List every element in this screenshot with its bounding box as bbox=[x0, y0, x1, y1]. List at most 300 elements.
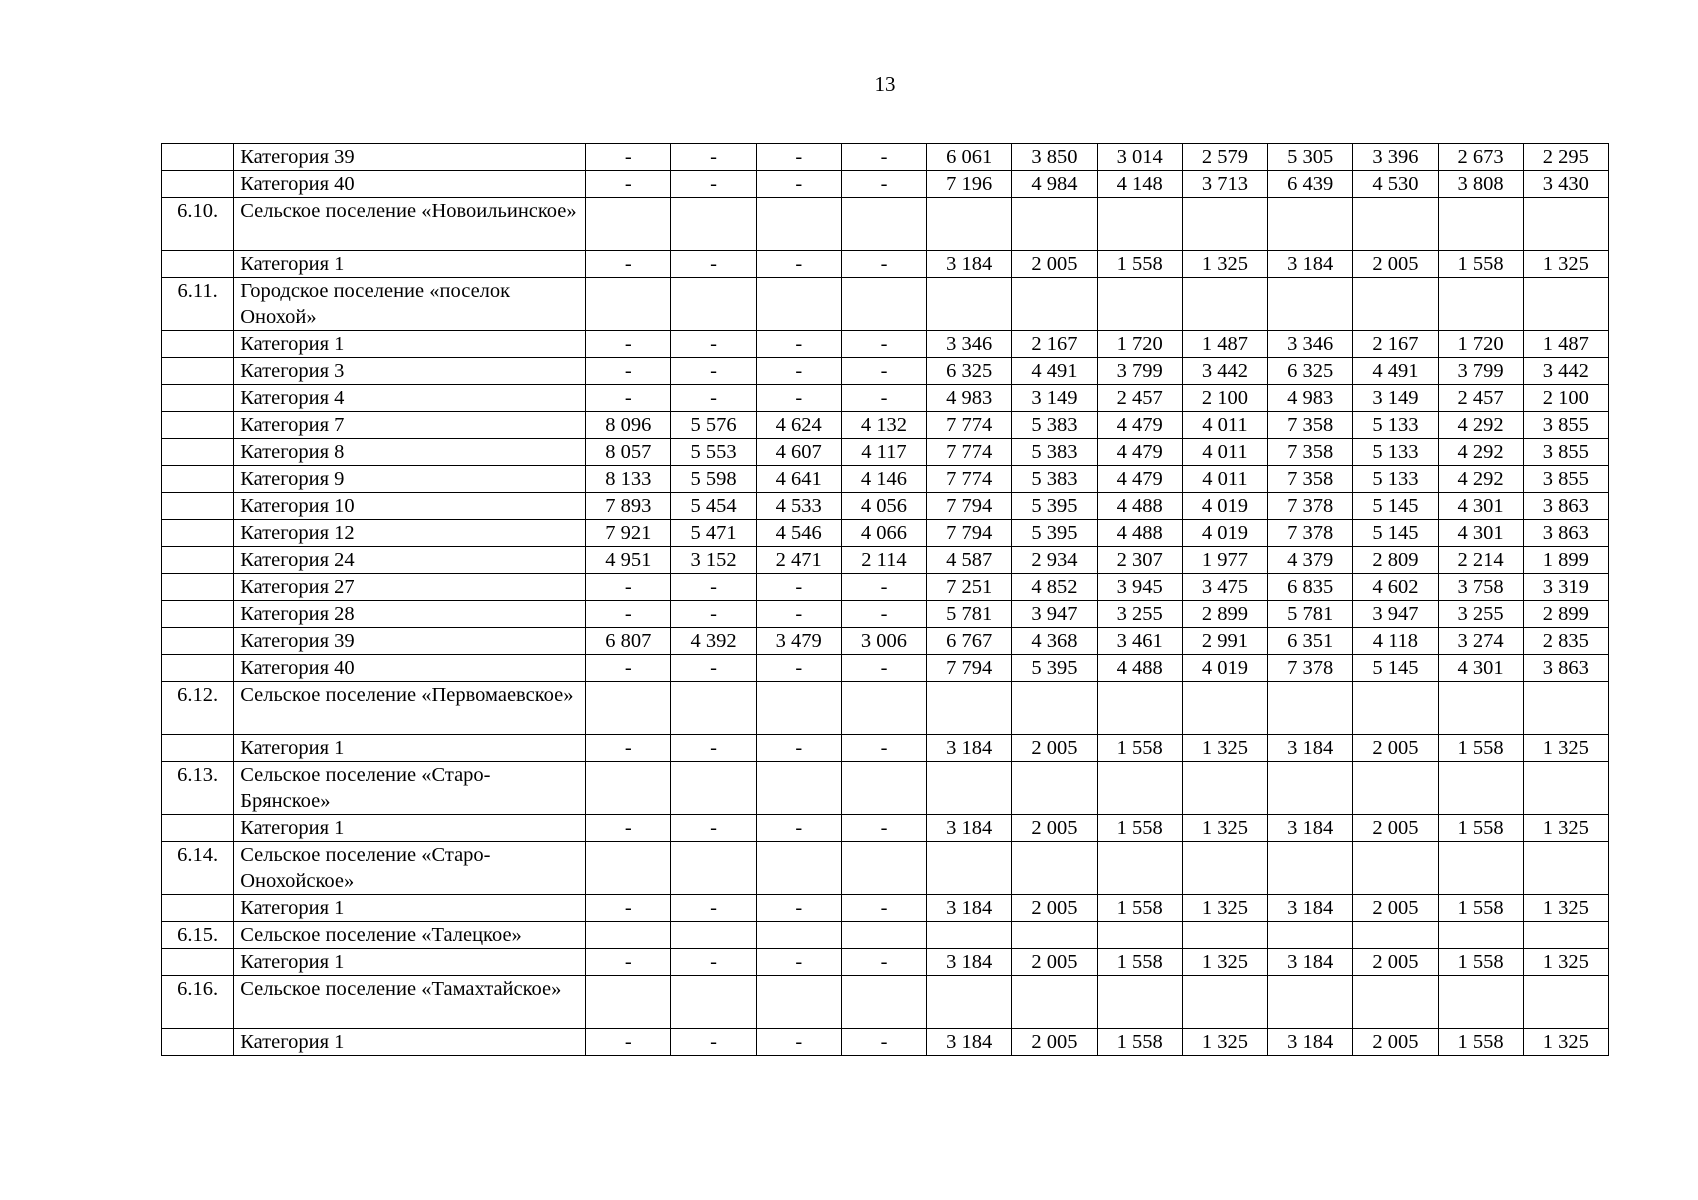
value-cell: 3 152 bbox=[671, 547, 756, 574]
value-cell: 2 005 bbox=[1353, 735, 1438, 762]
value-cell bbox=[927, 682, 1012, 735]
value-cell bbox=[1438, 842, 1523, 895]
value-cell: - bbox=[671, 385, 756, 412]
value-cell bbox=[1523, 762, 1608, 815]
table-row bbox=[162, 466, 1609, 493]
category-name-cell: Категория 39 bbox=[234, 144, 586, 171]
value-cell: - bbox=[586, 574, 671, 601]
value-cell: 7 378 bbox=[1268, 493, 1353, 520]
value-cell: 4 066 bbox=[841, 520, 926, 547]
value-cell bbox=[1097, 922, 1182, 949]
row-code-cell bbox=[162, 655, 234, 682]
category-name-cell: Категория 1 bbox=[234, 735, 586, 762]
value-cell: 3 184 bbox=[1268, 949, 1353, 976]
value-cell bbox=[1523, 278, 1608, 331]
row-code-cell bbox=[162, 815, 234, 842]
value-cell bbox=[1268, 976, 1353, 1029]
value-cell: 5 383 bbox=[1012, 466, 1097, 493]
value-cell: 3 850 bbox=[1012, 144, 1097, 171]
value-cell: 4 301 bbox=[1438, 493, 1523, 520]
value-cell: 5 133 bbox=[1353, 439, 1438, 466]
value-cell: 2 167 bbox=[1353, 331, 1438, 358]
value-cell: 1 558 bbox=[1097, 895, 1182, 922]
value-cell: 3 863 bbox=[1523, 493, 1608, 520]
value-cell: 7 774 bbox=[927, 439, 1012, 466]
value-cell: 2 005 bbox=[1353, 895, 1438, 922]
value-cell: 1 325 bbox=[1523, 815, 1608, 842]
value-cell: 1 325 bbox=[1523, 949, 1608, 976]
settlement-name-cell: Сельское поселение «Старо-Онохойское» bbox=[234, 842, 586, 895]
value-cell: 4 379 bbox=[1268, 547, 1353, 574]
value-cell: 3 808 bbox=[1438, 171, 1523, 198]
value-cell: 2 005 bbox=[1012, 735, 1097, 762]
value-cell: 7 378 bbox=[1268, 655, 1353, 682]
value-cell: 5 781 bbox=[927, 601, 1012, 628]
table-row bbox=[162, 171, 1609, 198]
value-cell: 2 457 bbox=[1438, 385, 1523, 412]
value-cell: - bbox=[841, 815, 926, 842]
value-cell: 5 133 bbox=[1353, 466, 1438, 493]
value-cell: - bbox=[671, 655, 756, 682]
category-name-cell: Категория 9 bbox=[234, 466, 586, 493]
value-cell: 4 292 bbox=[1438, 466, 1523, 493]
value-cell: - bbox=[586, 1029, 671, 1056]
value-cell: 1 558 bbox=[1097, 1029, 1182, 1056]
value-cell: 4 587 bbox=[927, 547, 1012, 574]
value-cell: 2 673 bbox=[1438, 144, 1523, 171]
value-cell: 1 977 bbox=[1182, 547, 1267, 574]
value-cell: 2 005 bbox=[1012, 1029, 1097, 1056]
value-cell: - bbox=[586, 949, 671, 976]
value-cell: 1 558 bbox=[1438, 815, 1523, 842]
value-cell: 4 624 bbox=[756, 412, 841, 439]
value-cell: - bbox=[756, 171, 841, 198]
value-cell: 2 214 bbox=[1438, 547, 1523, 574]
value-cell: 2 100 bbox=[1182, 385, 1267, 412]
section-row bbox=[162, 922, 1609, 949]
value-cell: 4 292 bbox=[1438, 439, 1523, 466]
value-cell: 4 488 bbox=[1097, 655, 1182, 682]
value-cell bbox=[671, 198, 756, 251]
row-code-cell bbox=[162, 171, 234, 198]
value-cell bbox=[756, 976, 841, 1029]
value-cell: - bbox=[841, 331, 926, 358]
value-cell: 5 395 bbox=[1012, 493, 1097, 520]
value-cell bbox=[1523, 922, 1608, 949]
value-cell bbox=[1012, 762, 1097, 815]
value-cell: 5 383 bbox=[1012, 439, 1097, 466]
value-cell: 1 558 bbox=[1438, 895, 1523, 922]
value-cell: - bbox=[671, 574, 756, 601]
value-cell bbox=[586, 198, 671, 251]
category-name-cell: Категория 40 bbox=[234, 655, 586, 682]
row-code-cell bbox=[162, 735, 234, 762]
value-cell bbox=[671, 976, 756, 1029]
value-cell: 1 558 bbox=[1097, 949, 1182, 976]
value-cell bbox=[586, 842, 671, 895]
value-cell: 5 383 bbox=[1012, 412, 1097, 439]
value-cell: 5 145 bbox=[1353, 655, 1438, 682]
table-row bbox=[162, 628, 1609, 655]
row-code-cell bbox=[162, 144, 234, 171]
value-cell bbox=[1182, 976, 1267, 1029]
value-cell: 3 396 bbox=[1353, 144, 1438, 171]
value-cell bbox=[671, 922, 756, 949]
row-code-cell: 6.16. bbox=[162, 976, 234, 1029]
row-code-cell bbox=[162, 466, 234, 493]
value-cell: 1 558 bbox=[1438, 1029, 1523, 1056]
value-cell: - bbox=[756, 949, 841, 976]
value-cell bbox=[756, 682, 841, 735]
value-cell bbox=[841, 762, 926, 815]
value-cell bbox=[927, 278, 1012, 331]
table-row bbox=[162, 331, 1609, 358]
value-cell: 8 096 bbox=[586, 412, 671, 439]
table-row bbox=[162, 547, 1609, 574]
value-cell: 4 368 bbox=[1012, 628, 1097, 655]
value-cell: - bbox=[841, 385, 926, 412]
value-cell bbox=[927, 976, 1012, 1029]
value-cell: 1 325 bbox=[1182, 735, 1267, 762]
value-cell: 3 863 bbox=[1523, 655, 1608, 682]
value-cell: 3 475 bbox=[1182, 574, 1267, 601]
category-name-cell: Категория 1 bbox=[234, 331, 586, 358]
value-cell: 4 132 bbox=[841, 412, 926, 439]
value-cell: - bbox=[586, 331, 671, 358]
value-cell: 2 471 bbox=[756, 547, 841, 574]
value-cell: - bbox=[586, 251, 671, 278]
value-cell bbox=[1523, 842, 1608, 895]
value-cell: - bbox=[841, 171, 926, 198]
value-cell: 4 983 bbox=[1268, 385, 1353, 412]
value-cell bbox=[586, 922, 671, 949]
value-cell: - bbox=[841, 655, 926, 682]
value-cell: - bbox=[586, 601, 671, 628]
value-cell bbox=[1182, 842, 1267, 895]
value-cell: 2 005 bbox=[1012, 895, 1097, 922]
row-code-cell bbox=[162, 331, 234, 358]
value-cell: - bbox=[671, 331, 756, 358]
settlement-name-cell: Сельское поселение «Новоильинское» bbox=[234, 198, 586, 251]
value-cell: 3 346 bbox=[927, 331, 1012, 358]
value-cell bbox=[841, 682, 926, 735]
value-cell: 4 019 bbox=[1182, 520, 1267, 547]
value-cell: 6 351 bbox=[1268, 628, 1353, 655]
row-code-cell bbox=[162, 385, 234, 412]
value-cell: 3 319 bbox=[1523, 574, 1608, 601]
value-cell bbox=[756, 922, 841, 949]
value-cell bbox=[841, 976, 926, 1029]
category-name-cell: Категория 40 bbox=[234, 171, 586, 198]
value-cell: 5 133 bbox=[1353, 412, 1438, 439]
value-cell: 8 133 bbox=[586, 466, 671, 493]
value-cell bbox=[1097, 198, 1182, 251]
table-row bbox=[162, 815, 1609, 842]
value-cell: - bbox=[671, 358, 756, 385]
value-cell: - bbox=[671, 735, 756, 762]
settlement-name-cell: Сельское поселение «Тамахтайское» bbox=[234, 976, 586, 1029]
value-cell: 4 951 bbox=[586, 547, 671, 574]
value-cell bbox=[1268, 762, 1353, 815]
value-cell bbox=[586, 762, 671, 815]
value-cell bbox=[1182, 762, 1267, 815]
row-code-cell bbox=[162, 574, 234, 601]
value-cell bbox=[671, 762, 756, 815]
value-cell: 3 184 bbox=[1268, 1029, 1353, 1056]
value-cell: 6 767 bbox=[927, 628, 1012, 655]
value-cell: 5 553 bbox=[671, 439, 756, 466]
value-cell: 1 325 bbox=[1523, 251, 1608, 278]
value-cell bbox=[756, 842, 841, 895]
value-cell: 2 005 bbox=[1353, 815, 1438, 842]
value-cell: - bbox=[841, 358, 926, 385]
value-cell bbox=[1353, 976, 1438, 1029]
table-row bbox=[162, 412, 1609, 439]
category-name-cell: Категория 1 bbox=[234, 949, 586, 976]
category-name-cell: Категория 24 bbox=[234, 547, 586, 574]
value-cell: 3 149 bbox=[1012, 385, 1097, 412]
value-cell: 2 991 bbox=[1182, 628, 1267, 655]
value-cell: 3 713 bbox=[1182, 171, 1267, 198]
value-cell: 3 184 bbox=[927, 251, 1012, 278]
value-cell: - bbox=[841, 895, 926, 922]
table-row bbox=[162, 601, 1609, 628]
settlement-name-cell: Сельское поселение «Талецкое» bbox=[234, 922, 586, 949]
value-cell: 1 899 bbox=[1523, 547, 1608, 574]
value-cell: - bbox=[756, 385, 841, 412]
category-name-cell: Категория 1 bbox=[234, 895, 586, 922]
value-cell bbox=[671, 842, 756, 895]
value-cell: 2 295 bbox=[1523, 144, 1608, 171]
category-name-cell: Категория 3 bbox=[234, 358, 586, 385]
value-cell: 1 558 bbox=[1097, 815, 1182, 842]
value-cell: 1 487 bbox=[1523, 331, 1608, 358]
row-code-cell bbox=[162, 547, 234, 574]
category-name-cell: Категория 4 bbox=[234, 385, 586, 412]
value-cell: 1 720 bbox=[1097, 331, 1182, 358]
value-cell bbox=[1268, 278, 1353, 331]
value-cell: 5 145 bbox=[1353, 493, 1438, 520]
value-cell bbox=[1523, 976, 1608, 1029]
value-cell: 5 781 bbox=[1268, 601, 1353, 628]
value-cell: 4 148 bbox=[1097, 171, 1182, 198]
value-cell: - bbox=[671, 144, 756, 171]
value-cell: 6 807 bbox=[586, 628, 671, 655]
value-cell: 1 487 bbox=[1182, 331, 1267, 358]
value-cell: 5 395 bbox=[1012, 655, 1097, 682]
value-cell: 1 558 bbox=[1438, 735, 1523, 762]
value-cell: - bbox=[586, 385, 671, 412]
value-cell: 3 442 bbox=[1523, 358, 1608, 385]
value-cell: 2 100 bbox=[1523, 385, 1608, 412]
value-cell bbox=[586, 976, 671, 1029]
value-cell bbox=[1353, 278, 1438, 331]
value-cell: 1 325 bbox=[1523, 735, 1608, 762]
value-cell: 7 358 bbox=[1268, 466, 1353, 493]
value-cell: 2 005 bbox=[1353, 1029, 1438, 1056]
value-cell bbox=[1097, 762, 1182, 815]
value-cell bbox=[1097, 278, 1182, 331]
row-code-cell bbox=[162, 1029, 234, 1056]
value-cell bbox=[1012, 842, 1097, 895]
value-cell bbox=[1353, 682, 1438, 735]
value-cell: 1 325 bbox=[1523, 1029, 1608, 1056]
value-cell: 7 794 bbox=[927, 493, 1012, 520]
value-cell: - bbox=[586, 815, 671, 842]
value-cell: 6 835 bbox=[1268, 574, 1353, 601]
value-cell bbox=[1268, 842, 1353, 895]
value-cell: 4 491 bbox=[1012, 358, 1097, 385]
value-cell: 4 011 bbox=[1182, 412, 1267, 439]
value-cell: 3 255 bbox=[1097, 601, 1182, 628]
settlement-name-cell: Сельское поселение «Первомаевское» bbox=[234, 682, 586, 735]
value-cell: - bbox=[756, 1029, 841, 1056]
value-cell: 7 774 bbox=[927, 466, 1012, 493]
value-cell: 7 251 bbox=[927, 574, 1012, 601]
table-row bbox=[162, 439, 1609, 466]
value-cell: 3 184 bbox=[927, 815, 1012, 842]
value-cell: 1 558 bbox=[1438, 949, 1523, 976]
value-cell bbox=[1182, 922, 1267, 949]
value-cell: 6 325 bbox=[1268, 358, 1353, 385]
value-cell: 4 019 bbox=[1182, 493, 1267, 520]
value-cell bbox=[841, 842, 926, 895]
value-cell: 7 358 bbox=[1268, 412, 1353, 439]
row-code-cell: 6.11. bbox=[162, 278, 234, 331]
value-cell: 3 184 bbox=[1268, 815, 1353, 842]
row-code-cell bbox=[162, 251, 234, 278]
value-cell: 7 358 bbox=[1268, 439, 1353, 466]
value-cell bbox=[1012, 922, 1097, 949]
value-cell: 4 479 bbox=[1097, 412, 1182, 439]
value-cell: 1 325 bbox=[1182, 815, 1267, 842]
value-cell bbox=[1438, 762, 1523, 815]
tariff-table bbox=[161, 143, 1609, 1056]
category-name-cell: Категория 28 bbox=[234, 601, 586, 628]
value-cell: 3 184 bbox=[927, 895, 1012, 922]
value-cell: 2 899 bbox=[1182, 601, 1267, 628]
value-cell: 3 184 bbox=[1268, 735, 1353, 762]
value-cell bbox=[927, 198, 1012, 251]
value-cell: 1 325 bbox=[1182, 1029, 1267, 1056]
value-cell: 4 479 bbox=[1097, 466, 1182, 493]
value-cell: 2 005 bbox=[1353, 949, 1438, 976]
value-cell: - bbox=[841, 735, 926, 762]
value-cell: 3 430 bbox=[1523, 171, 1608, 198]
value-cell: 3 184 bbox=[927, 949, 1012, 976]
section-row bbox=[162, 198, 1609, 251]
section-row bbox=[162, 976, 1609, 1029]
value-cell bbox=[1523, 682, 1608, 735]
category-name-cell: Категория 10 bbox=[234, 493, 586, 520]
value-cell: 7 774 bbox=[927, 412, 1012, 439]
value-cell: 3 947 bbox=[1012, 601, 1097, 628]
value-cell: 3 184 bbox=[927, 735, 1012, 762]
category-name-cell: Категория 8 bbox=[234, 439, 586, 466]
category-name-cell: Категория 12 bbox=[234, 520, 586, 547]
value-cell bbox=[1438, 922, 1523, 949]
value-cell bbox=[671, 278, 756, 331]
value-cell: 3 461 bbox=[1097, 628, 1182, 655]
value-cell: 4 533 bbox=[756, 493, 841, 520]
value-cell: 4 488 bbox=[1097, 493, 1182, 520]
value-cell bbox=[1438, 976, 1523, 1029]
table-body bbox=[162, 144, 1609, 1056]
value-cell: 3 758 bbox=[1438, 574, 1523, 601]
value-cell: - bbox=[756, 358, 841, 385]
value-cell: 4 019 bbox=[1182, 655, 1267, 682]
value-cell: 6 061 bbox=[927, 144, 1012, 171]
value-cell: 3 149 bbox=[1353, 385, 1438, 412]
value-cell: - bbox=[671, 601, 756, 628]
value-cell bbox=[1012, 682, 1097, 735]
row-code-cell bbox=[162, 358, 234, 385]
value-cell bbox=[927, 922, 1012, 949]
value-cell: 2 005 bbox=[1012, 949, 1097, 976]
value-cell: - bbox=[586, 358, 671, 385]
value-cell: - bbox=[841, 601, 926, 628]
value-cell bbox=[1182, 278, 1267, 331]
value-cell: - bbox=[756, 251, 841, 278]
category-name-cell: Категория 1 bbox=[234, 1029, 586, 1056]
value-cell bbox=[1438, 278, 1523, 331]
value-cell: - bbox=[756, 895, 841, 922]
value-cell: 3 255 bbox=[1438, 601, 1523, 628]
value-cell bbox=[1097, 842, 1182, 895]
value-cell: 1 325 bbox=[1182, 251, 1267, 278]
value-cell: 4 607 bbox=[756, 439, 841, 466]
table-row bbox=[162, 144, 1609, 171]
value-cell: 2 457 bbox=[1097, 385, 1182, 412]
value-cell bbox=[1012, 976, 1097, 1029]
value-cell bbox=[756, 198, 841, 251]
value-cell: 2 809 bbox=[1353, 547, 1438, 574]
value-cell: 5 598 bbox=[671, 466, 756, 493]
value-cell: 4 530 bbox=[1353, 171, 1438, 198]
value-cell: - bbox=[756, 144, 841, 171]
category-name-cell: Категория 7 bbox=[234, 412, 586, 439]
value-cell bbox=[1353, 842, 1438, 895]
table-row bbox=[162, 251, 1609, 278]
value-cell: 4 983 bbox=[927, 385, 1012, 412]
value-cell bbox=[841, 922, 926, 949]
value-cell: 4 301 bbox=[1438, 655, 1523, 682]
row-code-cell: 6.15. bbox=[162, 922, 234, 949]
value-cell: 3 274 bbox=[1438, 628, 1523, 655]
value-cell: 4 011 bbox=[1182, 439, 1267, 466]
value-cell: 3 799 bbox=[1097, 358, 1182, 385]
table-row bbox=[162, 520, 1609, 547]
settlement-name-cell: Городское поселение «поселок Онохой» bbox=[234, 278, 586, 331]
value-cell: - bbox=[586, 655, 671, 682]
value-cell bbox=[586, 682, 671, 735]
value-cell: - bbox=[756, 574, 841, 601]
value-cell: 1 558 bbox=[1097, 251, 1182, 278]
value-cell bbox=[1268, 682, 1353, 735]
table-row bbox=[162, 895, 1609, 922]
value-cell: 5 395 bbox=[1012, 520, 1097, 547]
value-cell: 3 442 bbox=[1182, 358, 1267, 385]
value-cell: 5 305 bbox=[1268, 144, 1353, 171]
value-cell: 8 057 bbox=[586, 439, 671, 466]
value-cell: 3 799 bbox=[1438, 358, 1523, 385]
value-cell: 6 325 bbox=[927, 358, 1012, 385]
section-row bbox=[162, 842, 1609, 895]
row-code-cell: 6.14. bbox=[162, 842, 234, 895]
value-cell: 5 576 bbox=[671, 412, 756, 439]
value-cell bbox=[1353, 198, 1438, 251]
value-cell: - bbox=[841, 574, 926, 601]
